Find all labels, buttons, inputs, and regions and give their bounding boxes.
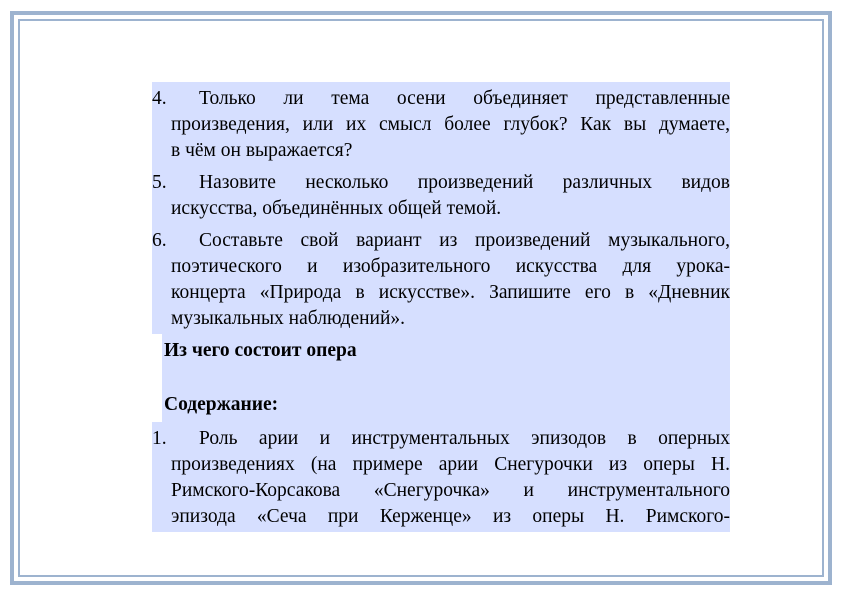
list-line: концерта «Природа в искусстве». Запишите его в «Дневник: [171, 282, 730, 303]
content-item-1: [152, 422, 730, 532]
list-line: поэтического и изобразительного искусства для урока-: [171, 256, 730, 277]
list-line: Римского-Корсакова «Снегурочка» и инструментального: [171, 480, 730, 501]
list-number: 6.: [152, 230, 167, 251]
list-number: 1.: [152, 428, 167, 449]
list-line: эпизода «Сеча при Керженце» из оперы Н. Римского-: [171, 506, 730, 527]
list-line: Назовите несколько произведений различных видов: [199, 172, 730, 193]
list-line: Составьте свой вариант из произведений музыкального,: [199, 230, 730, 251]
list-number: 5.: [152, 172, 167, 193]
list-line: произведения, или их смысл более глубок? Как вы думаете,: [171, 114, 730, 135]
list-number: 4.: [152, 88, 167, 109]
list-line: произведениях (на примере арии Снегурочки из оперы Н.: [171, 454, 730, 475]
list-item-4: [152, 82, 730, 166]
list-line: искусства, объединённых общей темой.: [171, 198, 502, 219]
heading-gap: [162, 370, 730, 390]
list-line: Только ли тема осени объединяет представленные: [199, 88, 730, 109]
content-heading: Содержание:: [162, 390, 730, 422]
list-item-5: [152, 166, 730, 224]
text-content: [152, 82, 730, 532]
list-line: Роль арии и инструментальных эпизодов в оперных: [199, 428, 730, 449]
list-line: в чём он выражается?: [171, 140, 353, 161]
list-line: музыкальных наблюдений».: [171, 308, 406, 329]
list-item-6: [152, 224, 730, 334]
section-heading: Из чего состоит опера: [162, 334, 730, 370]
